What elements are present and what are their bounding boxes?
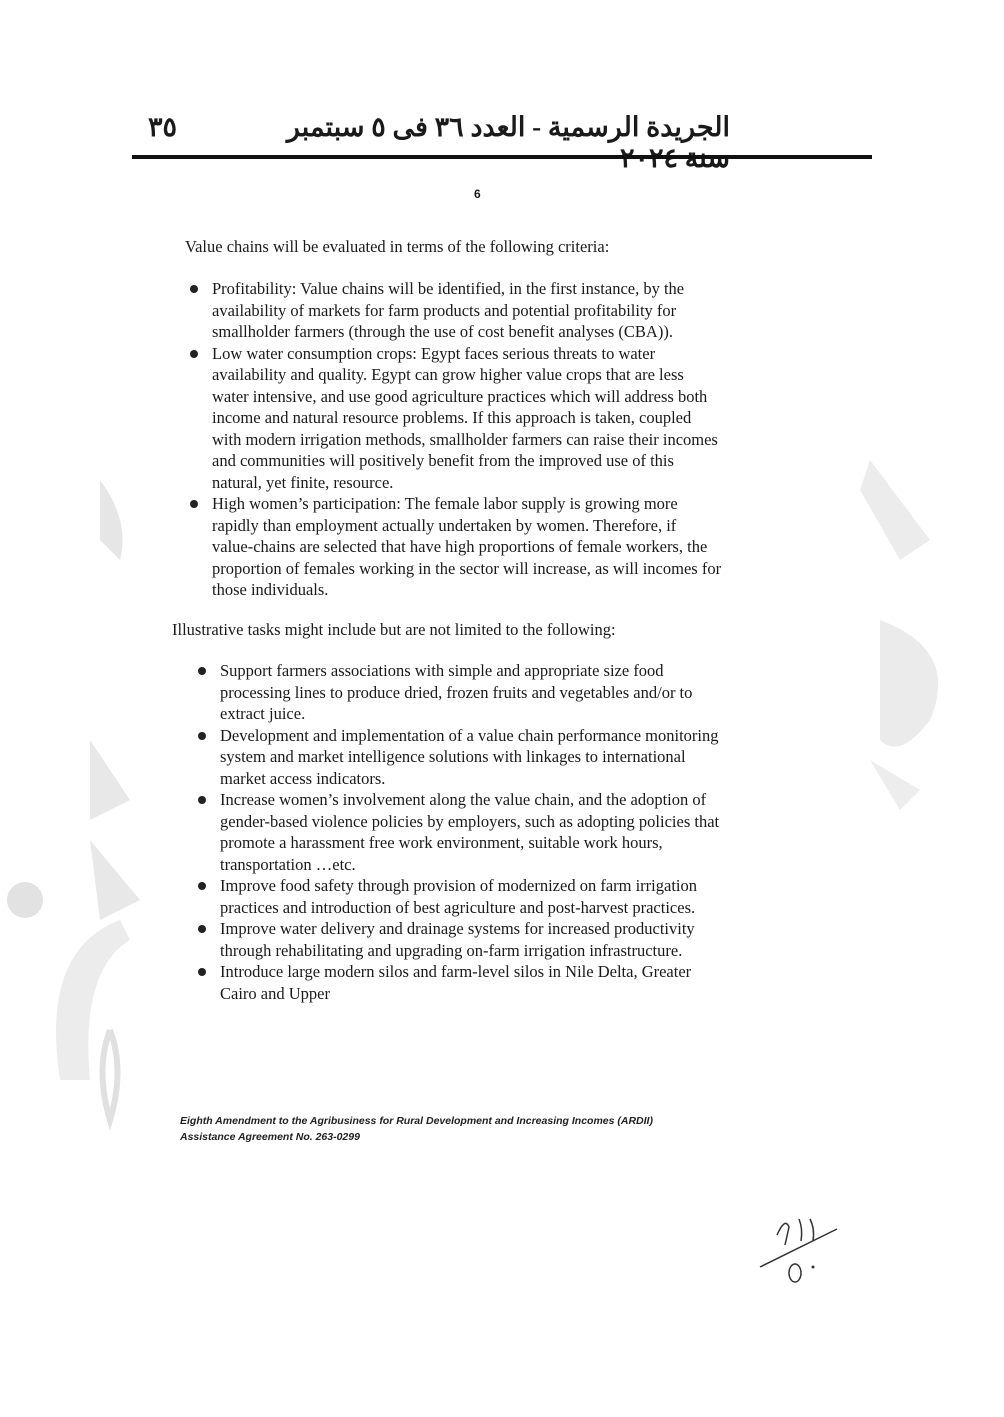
bullet-line: system and market intelligence solutions with linkages to international [220, 747, 686, 766]
criteria-intro: Value chains will be evaluated in terms of the following criteria: [185, 237, 610, 256]
bullet-icon [198, 925, 206, 933]
bullet-line: High women’s participation: The female labor supply is growing more [212, 494, 678, 513]
document-footer [180, 1113, 653, 1145]
bullet-line: Improve water delivery and drainage systems for increased productivity [220, 919, 695, 938]
bullet-item [212, 278, 721, 343]
handwritten-page-fraction [755, 1205, 845, 1290]
bullet-item [220, 875, 719, 918]
footer-line-1: Eighth Amendment to the Agribusiness for Rural Development and Increasing Incomes (ARDII) [180, 1115, 653, 1127]
bullet-icon [198, 796, 206, 804]
bullet-line: availability and quality. Egypt can grow higher value crops that are less [212, 365, 684, 384]
bullet-icon [198, 667, 206, 675]
bullet-line: and communities will positively benefit from the improved use of this [212, 451, 674, 470]
bullet-line: water intensive, and use good agriculture practices which will address both [212, 386, 708, 406]
bullet-line: promote a harassment free work environment, suitable work hours, [220, 833, 663, 852]
bullet-icon [190, 500, 198, 508]
bullet-item [220, 961, 719, 1004]
bullet-line: through rehabilitating and upgrading on-farm irrigation infrastructure. [220, 940, 683, 960]
criteria-list [212, 278, 721, 601]
gazette-page-number: ٣٥ [148, 112, 178, 142]
bullet-line: processing lines to produce dried, frozen fruits and vegetables and/or to [220, 682, 693, 702]
bullet-line: practices and introduction of best agriculture and post-harvest practices. [220, 897, 696, 917]
bullet-icon [198, 968, 206, 976]
bullet-item [212, 343, 721, 494]
gazette-title: الجريدة الرسمية - العدد ٣٦ فى ٥ سبتمبر [286, 112, 730, 142]
bullet-line: smallholder farmers (through the use of cost benefit analyses (CBA)). [212, 322, 673, 341]
bullet-line: transportation …etc. [220, 854, 356, 874]
bullet-item [220, 660, 719, 725]
bullet-line: income and natural resource problems. If this approach is taken, coupled [212, 408, 692, 427]
bullet-icon [190, 350, 198, 358]
bullet-line: Low water consumption crops: Egypt faces serious threats to water [212, 343, 656, 363]
bullet-line: Introduce large modern silos and farm-level silos in Nile Delta, Greater [220, 962, 692, 981]
bullet-line: Increase women’s involvement along the value chain, and the adoption of [220, 790, 707, 809]
page-number: 6 [474, 187, 481, 201]
bullet-item [220, 918, 719, 961]
bullet-line: proportion of females working in the sector will increase, as will incomes for [212, 558, 722, 578]
bullet-item [220, 789, 719, 875]
bullet-line: gender-based violence policies by employers, such as adopting policies that [220, 811, 720, 831]
bullet-line: market access indicators. [220, 768, 386, 788]
bullet-item [220, 725, 719, 790]
bullet-line: value-chains are selected that have high proportions of female workers, the [212, 537, 708, 556]
tasks-intro: Illustrative tasks might include but are not limited to the following: [172, 620, 616, 639]
bullet-line: Cairo and Upper [220, 983, 330, 1003]
bullet-line: Profitability: Value chains will be identified, in the first instance, by the [212, 279, 685, 298]
bullet-icon [190, 285, 198, 293]
bullet-icon [198, 882, 206, 890]
bullet-line: availability of markets for farm products and potential profitability for [212, 300, 677, 320]
bullet-icon [198, 732, 206, 740]
bullet-line: natural, yet finite, resource. [212, 472, 394, 492]
bullet-line: those individuals. [212, 580, 329, 599]
header-divider [132, 155, 872, 159]
bullet-line: Support farmers associations with simple and appropriate size food [220, 661, 664, 680]
bullet-line: extract juice. [220, 704, 306, 723]
footer-line-2: Assistance Agreement No. 263-0299 [180, 1131, 360, 1143]
bullet-line: Development and implementation of a value chain performance monitoring [220, 725, 719, 745]
tasks-list [220, 660, 719, 1004]
bullet-line: with modern irrigation methods, smallholder farmers can raise their incomes [212, 429, 718, 449]
bullet-item [212, 493, 721, 601]
bullet-line: Improve food safety through provision of modernized on farm irrigation [220, 876, 698, 895]
bullet-line: rapidly than employment actually undertaken by women. Therefore, if [212, 515, 677, 535]
